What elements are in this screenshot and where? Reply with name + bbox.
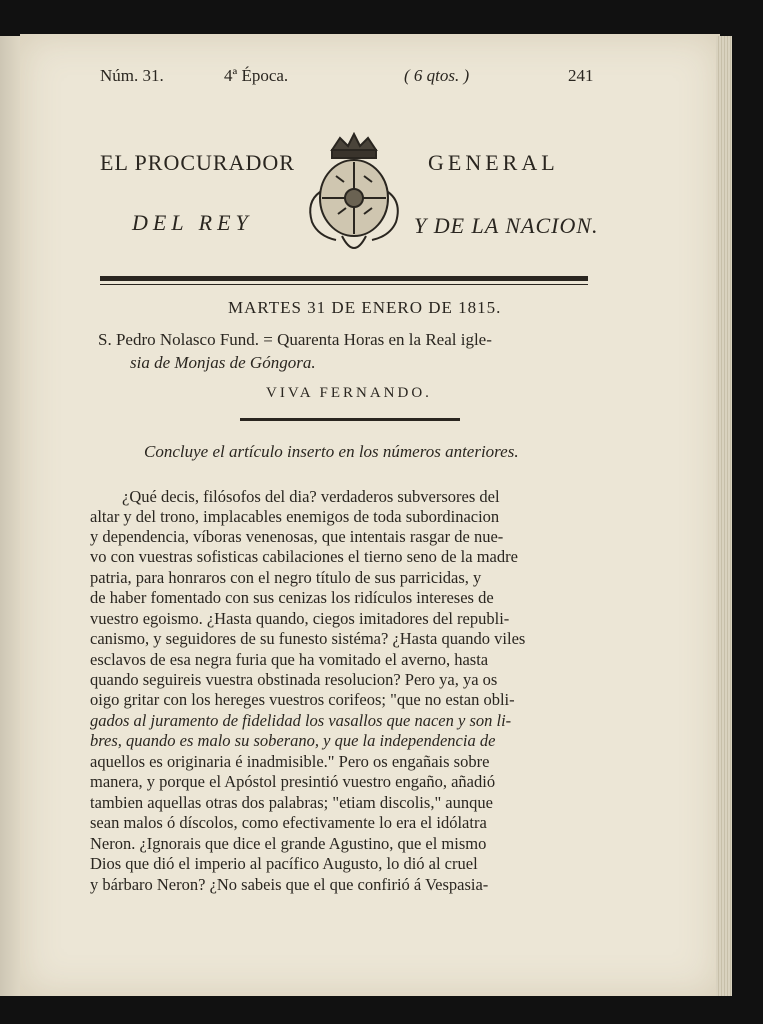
article-intro: Concluye el artículo inserto en los números anteriores. — [144, 442, 519, 461]
body-line: y bárbaro Neron? ¿No sabeis que el que confirió á Vespasia- — [90, 875, 489, 894]
date-line: MARTES 31 DE ENERO DE 1815. — [228, 298, 502, 317]
body-line: bres, quando es malo su soberano, y que la independencia de — [90, 731, 496, 750]
issue-number: Núm. 31. — [100, 66, 164, 85]
masthead-title-right-1: GENERAL — [428, 150, 559, 175]
royal-crest-icon — [302, 132, 406, 262]
body-line: tambien aquellas otras dos palabras; "etiam discolis," aunque — [90, 793, 493, 812]
body-line: quando seguireis vuestra obstinada resolucion? Pero ya, ya os — [90, 670, 498, 689]
body-line: y dependencia, víboras venenosas, que intentais rasgar de nue- — [90, 527, 504, 546]
motto: VIVA FERNANDO. — [266, 385, 432, 401]
body-line: de haber fomentado con sus cenizas los ridículos intereses de — [90, 588, 494, 607]
body-line: esclavos de esa negra furia que ha vomitado el averno, hasta — [90, 650, 489, 669]
masthead-title-right-2: Y DE LA NACION. — [414, 213, 599, 238]
masthead-title-left-2: DEL REY — [132, 210, 253, 235]
body-line: oigo gritar con los hereges vuestros corifeos; "que no estan obli- — [90, 690, 515, 709]
saint-line-2: sia de Monjas de Góngora. — [130, 353, 316, 372]
epoch-label: 4ª Época. — [224, 66, 289, 85]
body-line: vo con vuestras sofisticas cabilaciones el tierno seno de la madre — [90, 547, 518, 566]
body-line: manera, y porque el Apóstol presintió vuestro engaño, añadió — [90, 772, 496, 791]
masthead-rule-thin — [100, 284, 588, 285]
page-number: 241 — [568, 66, 594, 85]
masthead-rule-thick — [100, 276, 588, 281]
body-line: aquellos es originaria é inadmisible." Pero os engañais sobre — [90, 752, 490, 771]
motto-rule — [240, 418, 460, 421]
page-edge-right — [716, 36, 732, 996]
body-line: ¿Qué decis, filósofos del dia? verdaderos subversores del — [122, 487, 500, 506]
masthead-title-left-1: EL PROCURADOR — [100, 150, 295, 175]
body-line: Neron. ¿Ignorais que dice el grande Agustino, que el mismo — [90, 834, 487, 853]
saint-line-1: S. Pedro Nolasco Fund. = Quarenta Horas en la Real igle- — [98, 330, 492, 349]
body-line: altar y del trono, implacables enemigos de toda subordinacion — [90, 507, 500, 526]
body-line: sean malos ó díscolos, como efectivamente lo era el idólatra — [90, 813, 487, 832]
body-line: patria, para honraros con el negro título de sus parricidas, y — [90, 568, 482, 587]
body-line: vuestro egoismo. ¿Hasta quando, ciegos imitadores del republi- — [90, 609, 510, 628]
body-line: Dios que dió el imperio al pacífico Augusto, lo dió al cruel — [90, 854, 478, 873]
price-label: ( 6 qtos. ) — [404, 66, 470, 85]
body-line: canismo, y seguidores de su funesto sistéma? ¿Hasta quando viles — [90, 629, 526, 648]
body-line: gados al juramento de fidelidad los vasallos que nacen y son li- — [90, 711, 512, 730]
